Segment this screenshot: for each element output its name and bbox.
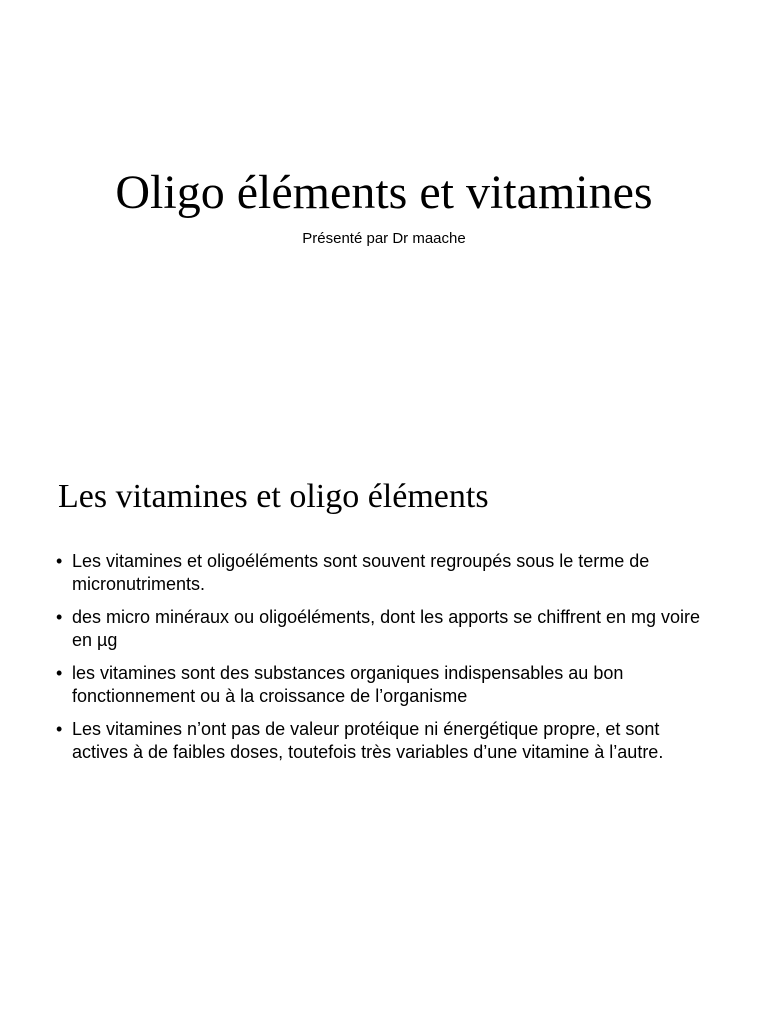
bullet-text: Les vitamines et oligoéléments sont souvent regroupés sous le terme de micronutriments. [72, 551, 650, 594]
content-slide [0, 410, 768, 1024]
bullet-icon: • [56, 607, 63, 627]
bullet-icon: • [56, 719, 63, 739]
bullet-text: les vitamines sont des substances organiques indispensables au bon fonctionnement ou à la croissance de l’organisme [72, 663, 624, 706]
bullet-text: Les vitamines n’ont pas de valeur protéique ni énergétique propre, et sont actives à de faibles doses, toutefois très variables d’une vitamine à l’autre. [72, 719, 664, 762]
list-item [56, 550, 716, 596]
presenter-subtitle: Présenté par Dr maache [302, 230, 466, 247]
list-item [56, 718, 716, 764]
slide-heading: Les vitamines et oligo éléments [58, 478, 489, 515]
bullet-icon: • [56, 551, 63, 571]
bullet-icon: • [56, 663, 63, 683]
bullet-text: des micro minéraux ou oligoéléments, dont les apports se chiffrent en mg voire en µg [72, 607, 700, 650]
list-item [56, 606, 716, 652]
presentation-title: Oligo éléments et vitamines [115, 166, 653, 219]
title-slide [0, 0, 768, 410]
list-item [56, 662, 716, 708]
bullet-list [56, 550, 716, 774]
